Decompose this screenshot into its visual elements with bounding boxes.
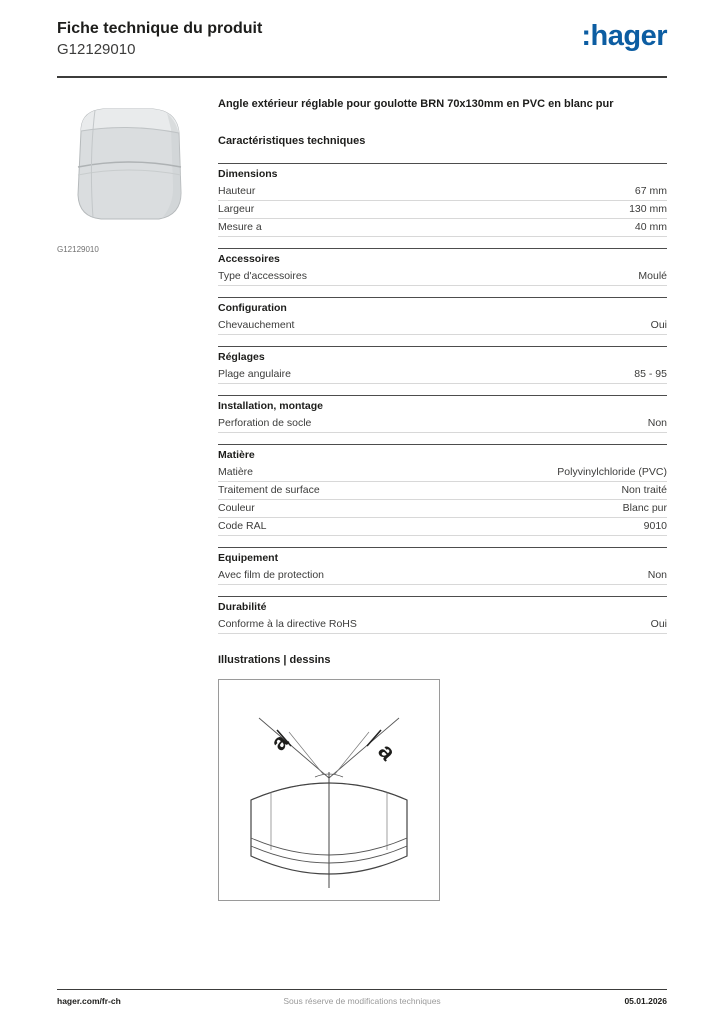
spec-row — [218, 518, 667, 536]
spec-row — [218, 268, 667, 286]
product-image-caption: G12129010 — [57, 245, 99, 254]
spec-row — [218, 366, 667, 384]
spec-row — [218, 567, 667, 585]
spec-value: Moulé — [638, 270, 667, 283]
spec-column — [218, 97, 667, 901]
spec-value: Oui — [650, 618, 667, 631]
spec-value: 130 mm — [629, 203, 667, 216]
header-divider — [57, 76, 667, 78]
dimension-a-right: a — [373, 738, 402, 766]
spec-value: Oui — [650, 319, 667, 332]
technical-drawing — [218, 679, 440, 901]
spec-value: Non traité — [621, 484, 667, 497]
spec-section-title: Accessoires — [218, 253, 280, 266]
spec-value: 9010 — [643, 520, 667, 533]
spec-label: Perforation de socle — [218, 417, 312, 430]
characteristics-sections — [218, 163, 667, 634]
spec-row — [218, 219, 667, 237]
spec-label: Hauteur — [218, 185, 256, 198]
spec-label: Plage angulaire — [218, 368, 291, 381]
spec-section-title: Durabilité — [218, 601, 267, 614]
spec-row — [218, 201, 667, 219]
spec-value: 40 mm — [634, 221, 667, 234]
footer-divider — [57, 989, 667, 990]
spec-label: Type d'accessoires — [218, 270, 307, 283]
spec-section — [218, 297, 667, 335]
spec-row — [218, 500, 667, 518]
spec-row — [218, 616, 667, 634]
spec-section — [218, 346, 667, 384]
spec-row — [218, 482, 667, 500]
spec-label: Couleur — [218, 502, 255, 515]
spec-section-title: Configuration — [218, 302, 287, 315]
spec-label: Traitement de surface — [218, 484, 320, 497]
spec-section — [218, 444, 667, 536]
spec-label: Matière — [218, 466, 254, 479]
page-title: Fiche technique du produit — [57, 20, 263, 37]
product-description: Angle extérieur réglable pour goulotte BRN 70x130mm en PVC en blanc pur — [218, 98, 614, 110]
spec-section — [218, 395, 667, 433]
product-image — [57, 95, 199, 237]
spec-section-title: Réglages — [218, 351, 265, 364]
spec-section-title: Equipement — [218, 552, 279, 565]
spec-section-title: Dimensions — [218, 168, 278, 181]
hager-logo: :hager — [581, 20, 667, 52]
spec-value: 85 - 95 — [634, 368, 667, 381]
dimension-a-left: a — [265, 728, 294, 756]
spec-label: Conforme à la directive RoHS — [218, 618, 357, 631]
spec-value: Non — [647, 569, 667, 582]
product-reference: G12129010 — [57, 41, 136, 58]
spec-section — [218, 248, 667, 286]
spec-label: Code RAL — [218, 520, 267, 533]
footer-date: 05.01.2026 — [624, 996, 667, 1006]
spec-section-title: Matière — [218, 449, 255, 462]
spec-row — [218, 464, 667, 482]
technical-drawing-graphic — [219, 680, 439, 900]
spec-value: 67 mm — [634, 185, 667, 198]
footer-website: hager.com/fr-ch — [57, 996, 121, 1006]
characteristics-heading: Caractéristiques techniques — [218, 135, 366, 148]
product-photo-graphic — [57, 95, 199, 237]
spec-section — [218, 163, 667, 237]
spec-value: Non — [647, 417, 667, 430]
spec-label: Largeur — [218, 203, 255, 216]
spec-value: Blanc pur — [622, 502, 667, 515]
footer-disclaimer: Sous réserve de modifications techniques — [283, 996, 441, 1006]
spec-section-title: Installation, montage — [218, 400, 324, 413]
spec-label: Mesure a — [218, 221, 262, 234]
spec-label: Chevauchement — [218, 319, 295, 332]
spec-section — [218, 547, 667, 585]
spec-label: Avec film de protection — [218, 569, 325, 582]
spec-row — [218, 415, 667, 433]
spec-row — [218, 317, 667, 335]
spec-value: Polyvinylchloride (PVC) — [557, 466, 667, 479]
spec-section — [218, 596, 667, 634]
spec-row — [218, 183, 667, 201]
illustrations-heading: Illustrations | dessins — [218, 654, 331, 667]
